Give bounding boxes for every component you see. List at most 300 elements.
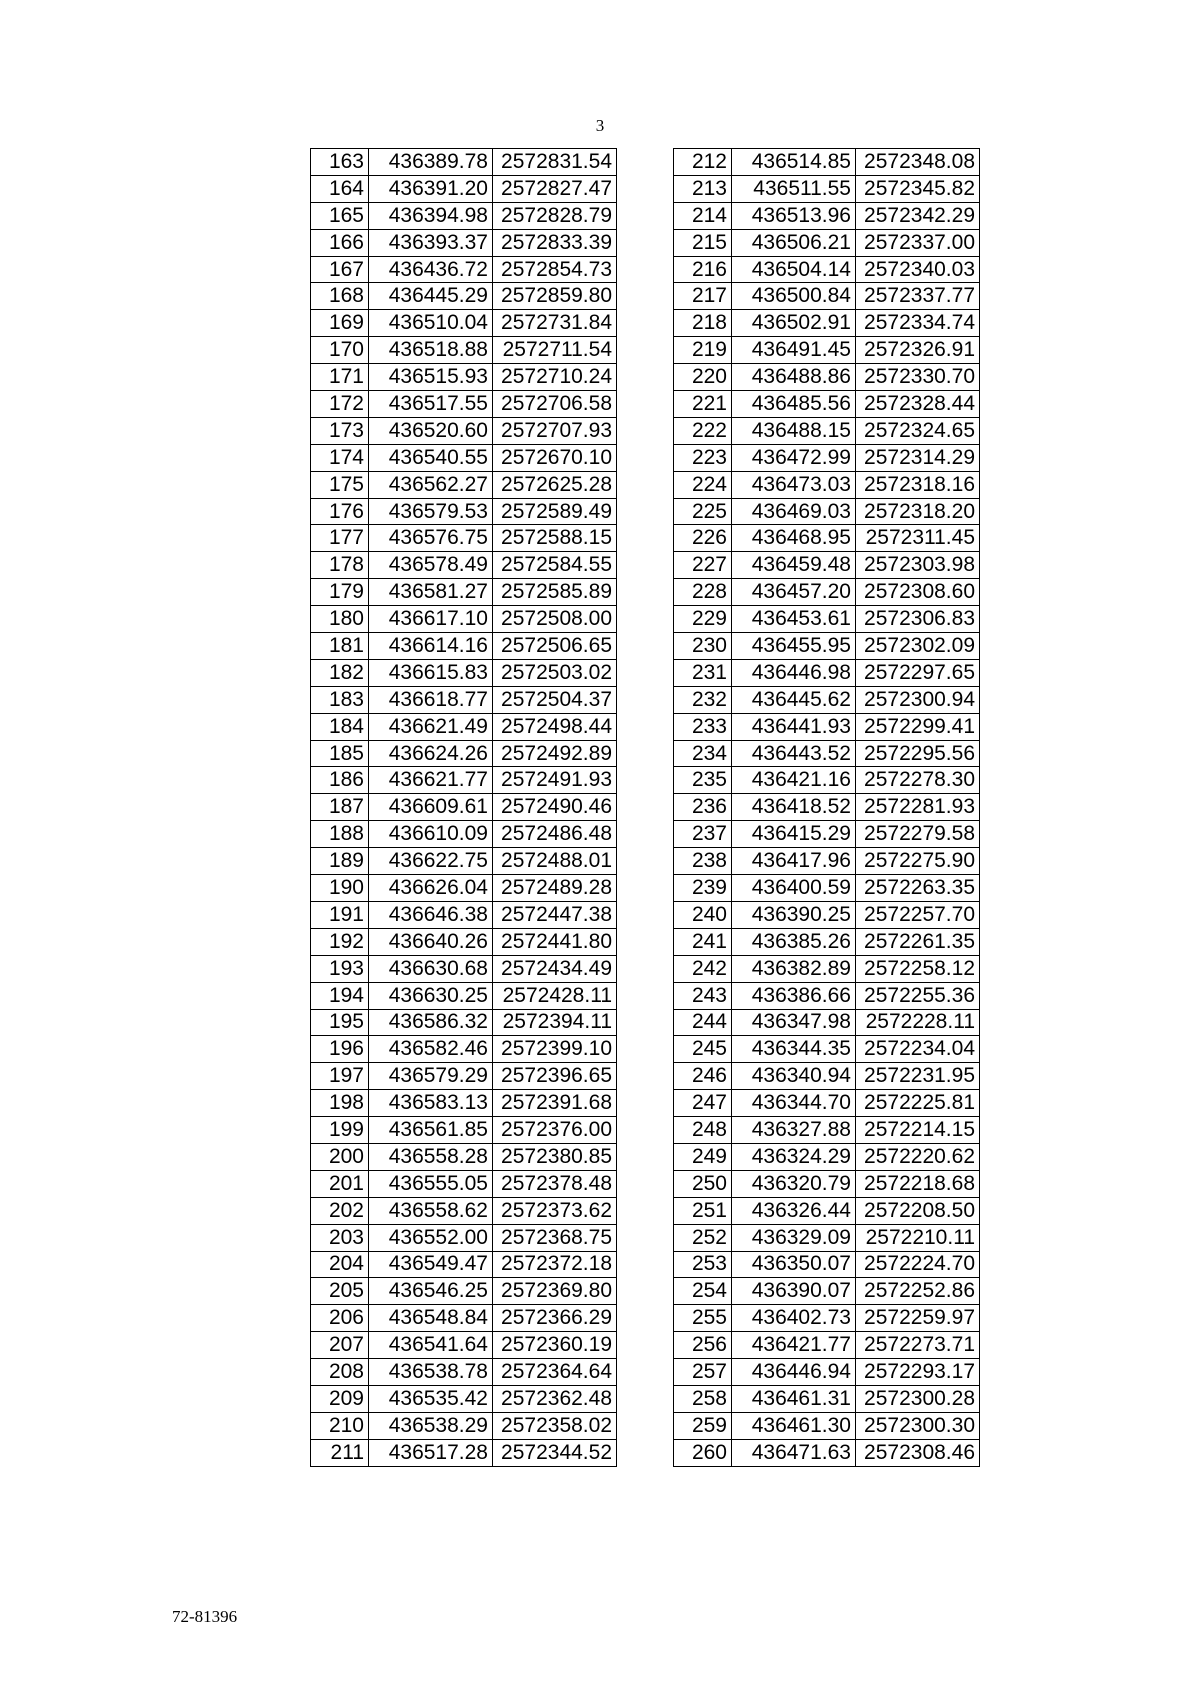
y-coordinate-cell: 2572373.62 — [493, 1197, 617, 1224]
x-coordinate-cell: 436485.56 — [732, 391, 856, 418]
point-number-cell: 236 — [674, 794, 732, 821]
x-coordinate-cell: 436506.21 — [732, 229, 856, 256]
point-number-cell: 202 — [311, 1197, 369, 1224]
x-coordinate-cell: 436382.89 — [732, 955, 856, 982]
table-row — [311, 364, 617, 391]
table-row — [311, 391, 617, 418]
y-coordinate-cell: 2572278.30 — [856, 767, 980, 794]
x-coordinate-cell: 436610.09 — [369, 821, 493, 848]
table-row — [311, 1412, 617, 1439]
y-coordinate-cell: 2572503.02 — [493, 659, 617, 686]
table-row — [674, 310, 980, 337]
table-row — [674, 767, 980, 794]
table-row — [311, 444, 617, 471]
x-coordinate-cell: 436445.29 — [369, 283, 493, 310]
x-coordinate-cell: 436320.79 — [732, 1170, 856, 1197]
point-number-cell: 240 — [674, 901, 732, 928]
y-coordinate-cell: 2572588.15 — [493, 525, 617, 552]
point-number-cell: 185 — [311, 740, 369, 767]
table-row — [674, 1009, 980, 1036]
x-coordinate-cell: 436626.04 — [369, 875, 493, 902]
point-number-cell: 195 — [311, 1009, 369, 1036]
y-coordinate-cell: 2572218.68 — [856, 1170, 980, 1197]
y-coordinate-cell: 2572342.29 — [856, 202, 980, 229]
page-number: 3 — [595, 116, 605, 135]
point-number-cell: 229 — [674, 606, 732, 633]
table-row — [311, 982, 617, 1009]
point-number-cell: 176 — [311, 498, 369, 525]
y-coordinate-cell: 2572344.52 — [493, 1439, 617, 1466]
table-row — [311, 1332, 617, 1359]
table-row — [674, 1143, 980, 1170]
y-coordinate-cell: 2572337.00 — [856, 229, 980, 256]
y-coordinate-cell: 2572300.28 — [856, 1385, 980, 1412]
point-number-cell: 174 — [311, 444, 369, 471]
y-coordinate-cell: 2572311.45 — [856, 525, 980, 552]
table-row — [311, 794, 617, 821]
y-coordinate-cell: 2572434.49 — [493, 955, 617, 982]
point-number-cell: 237 — [674, 821, 732, 848]
x-coordinate-cell: 436402.73 — [732, 1305, 856, 1332]
table-row — [674, 1063, 980, 1090]
table-row — [674, 1385, 980, 1412]
y-coordinate-cell: 2572394.11 — [493, 1009, 617, 1036]
y-coordinate-cell: 2572731.84 — [493, 310, 617, 337]
table-row — [674, 955, 980, 982]
point-number-cell: 186 — [311, 767, 369, 794]
table-row — [674, 525, 980, 552]
table-row — [311, 1251, 617, 1278]
x-coordinate-cell: 436468.95 — [732, 525, 856, 552]
table-row — [674, 1332, 980, 1359]
x-coordinate-cell: 436540.55 — [369, 444, 493, 471]
x-coordinate-cell: 436513.96 — [732, 202, 856, 229]
point-number-cell: 187 — [311, 794, 369, 821]
point-number-cell: 253 — [674, 1251, 732, 1278]
point-number-cell: 251 — [674, 1197, 732, 1224]
x-coordinate-cell: 436561.85 — [369, 1117, 493, 1144]
table-row — [311, 1439, 617, 1466]
table-row — [311, 471, 617, 498]
x-coordinate-cell: 436386.66 — [732, 982, 856, 1009]
y-coordinate-cell: 2572306.83 — [856, 606, 980, 633]
y-coordinate-cell: 2572827.47 — [493, 175, 617, 202]
table-row — [674, 1251, 980, 1278]
y-coordinate-cell: 2572358.02 — [493, 1412, 617, 1439]
x-coordinate-cell: 436417.96 — [732, 848, 856, 875]
table-row — [674, 659, 980, 686]
point-number-cell: 252 — [674, 1224, 732, 1251]
y-coordinate-cell: 2572210.11 — [856, 1224, 980, 1251]
x-coordinate-cell: 436488.86 — [732, 364, 856, 391]
y-coordinate-cell: 2572314.29 — [856, 444, 980, 471]
y-coordinate-cell: 2572833.39 — [493, 229, 617, 256]
x-coordinate-cell: 436614.16 — [369, 633, 493, 660]
table-row — [674, 498, 980, 525]
point-number-cell: 239 — [674, 875, 732, 902]
x-coordinate-cell: 436538.29 — [369, 1412, 493, 1439]
y-coordinate-cell: 2572380.85 — [493, 1143, 617, 1170]
x-coordinate-cell: 436453.61 — [732, 606, 856, 633]
y-coordinate-cell: 2572334.74 — [856, 310, 980, 337]
point-number-cell: 181 — [311, 633, 369, 660]
x-coordinate-cell: 436548.84 — [369, 1305, 493, 1332]
x-coordinate-cell: 436421.77 — [732, 1332, 856, 1359]
table-row — [311, 256, 617, 283]
point-number-cell: 227 — [674, 552, 732, 579]
table-row — [311, 1385, 617, 1412]
point-number-cell: 184 — [311, 713, 369, 740]
point-number-cell: 243 — [674, 982, 732, 1009]
x-coordinate-cell: 436471.63 — [732, 1439, 856, 1466]
point-number-cell: 203 — [311, 1224, 369, 1251]
point-number-cell: 183 — [311, 686, 369, 713]
y-coordinate-cell: 2572348.08 — [856, 149, 980, 176]
point-number-cell: 209 — [311, 1385, 369, 1412]
y-coordinate-cell: 2572208.50 — [856, 1197, 980, 1224]
y-coordinate-cell: 2572399.10 — [493, 1036, 617, 1063]
x-coordinate-cell: 436347.98 — [732, 1009, 856, 1036]
table-row — [311, 417, 617, 444]
y-coordinate-cell: 2572492.89 — [493, 740, 617, 767]
point-number-cell: 196 — [311, 1036, 369, 1063]
point-number-cell: 214 — [674, 202, 732, 229]
x-coordinate-cell: 436390.07 — [732, 1278, 856, 1305]
table-row — [311, 149, 617, 176]
table-row — [674, 1224, 980, 1251]
y-coordinate-cell: 2572220.62 — [856, 1143, 980, 1170]
point-number-cell: 192 — [311, 928, 369, 955]
point-number-cell: 168 — [311, 283, 369, 310]
document-code: 72-81396 — [172, 1607, 238, 1626]
y-coordinate-cell: 2572831.54 — [493, 149, 617, 176]
point-number-cell: 206 — [311, 1305, 369, 1332]
table-row — [674, 686, 980, 713]
point-number-cell: 200 — [311, 1143, 369, 1170]
y-coordinate-cell: 2572330.70 — [856, 364, 980, 391]
table-row — [311, 1090, 617, 1117]
point-number-cell: 204 — [311, 1251, 369, 1278]
y-coordinate-cell: 2572228.11 — [856, 1009, 980, 1036]
y-coordinate-cell: 2572364.64 — [493, 1359, 617, 1386]
point-number-cell: 231 — [674, 659, 732, 686]
table-row — [674, 1278, 980, 1305]
point-number-cell: 191 — [311, 901, 369, 928]
point-number-cell: 241 — [674, 928, 732, 955]
x-coordinate-cell: 436549.47 — [369, 1251, 493, 1278]
y-coordinate-cell: 2572504.37 — [493, 686, 617, 713]
table-row — [311, 875, 617, 902]
table-row — [311, 713, 617, 740]
point-number-cell: 246 — [674, 1063, 732, 1090]
table-row — [674, 417, 980, 444]
y-coordinate-cell: 2572303.98 — [856, 552, 980, 579]
y-coordinate-cell: 2572224.70 — [856, 1251, 980, 1278]
y-coordinate-cell: 2572584.55 — [493, 552, 617, 579]
point-number-cell: 197 — [311, 1063, 369, 1090]
x-coordinate-cell: 436517.55 — [369, 391, 493, 418]
point-number-cell: 247 — [674, 1090, 732, 1117]
table-row — [311, 1036, 617, 1063]
point-number-cell: 179 — [311, 579, 369, 606]
x-coordinate-cell: 436457.20 — [732, 579, 856, 606]
point-number-cell: 205 — [311, 1278, 369, 1305]
table-row — [311, 1359, 617, 1386]
x-coordinate-cell: 436459.48 — [732, 552, 856, 579]
y-coordinate-cell: 2572302.09 — [856, 633, 980, 660]
x-coordinate-cell: 436562.27 — [369, 471, 493, 498]
x-coordinate-cell: 436609.61 — [369, 794, 493, 821]
point-number-cell: 245 — [674, 1036, 732, 1063]
point-number-cell: 177 — [311, 525, 369, 552]
x-coordinate-cell: 436617.10 — [369, 606, 493, 633]
x-coordinate-cell: 436393.37 — [369, 229, 493, 256]
table-row — [311, 767, 617, 794]
table-row — [674, 1036, 980, 1063]
point-number-cell: 188 — [311, 821, 369, 848]
y-coordinate-cell: 2572300.30 — [856, 1412, 980, 1439]
point-number-cell: 250 — [674, 1170, 732, 1197]
table-row — [674, 848, 980, 875]
point-number-cell: 244 — [674, 1009, 732, 1036]
point-number-cell: 254 — [674, 1278, 732, 1305]
y-coordinate-cell: 2572589.49 — [493, 498, 617, 525]
y-coordinate-cell: 2572486.48 — [493, 821, 617, 848]
table-row — [674, 606, 980, 633]
table-row — [311, 633, 617, 660]
y-coordinate-cell: 2572711.54 — [493, 337, 617, 364]
x-coordinate-cell: 436504.14 — [732, 256, 856, 283]
y-coordinate-cell: 2572378.48 — [493, 1170, 617, 1197]
y-coordinate-cell: 2572340.03 — [856, 256, 980, 283]
y-coordinate-cell: 2572225.81 — [856, 1090, 980, 1117]
x-coordinate-cell: 436630.25 — [369, 982, 493, 1009]
x-coordinate-cell: 436583.13 — [369, 1090, 493, 1117]
table-row — [674, 337, 980, 364]
table-row — [674, 928, 980, 955]
y-coordinate-cell: 2572281.93 — [856, 794, 980, 821]
x-coordinate-cell: 436472.99 — [732, 444, 856, 471]
x-coordinate-cell: 436517.28 — [369, 1439, 493, 1466]
x-coordinate-cell: 436546.25 — [369, 1278, 493, 1305]
x-coordinate-cell: 436514.85 — [732, 149, 856, 176]
point-number-cell: 218 — [674, 310, 732, 337]
x-coordinate-cell: 436582.46 — [369, 1036, 493, 1063]
table-row — [674, 982, 980, 1009]
x-coordinate-cell: 436621.77 — [369, 767, 493, 794]
x-coordinate-cell: 436510.04 — [369, 310, 493, 337]
y-coordinate-cell: 2572498.44 — [493, 713, 617, 740]
y-coordinate-cell: 2572326.91 — [856, 337, 980, 364]
y-coordinate-cell: 2572369.80 — [493, 1278, 617, 1305]
x-coordinate-cell: 436615.83 — [369, 659, 493, 686]
table-row — [674, 633, 980, 660]
y-coordinate-cell: 2572299.41 — [856, 713, 980, 740]
y-coordinate-cell: 2572297.65 — [856, 659, 980, 686]
table-row — [311, 848, 617, 875]
x-coordinate-cell: 436488.15 — [732, 417, 856, 444]
point-number-cell: 175 — [311, 471, 369, 498]
table-row — [311, 283, 617, 310]
point-number-cell: 180 — [311, 606, 369, 633]
x-coordinate-cell: 436445.62 — [732, 686, 856, 713]
point-number-cell: 169 — [311, 310, 369, 337]
x-coordinate-cell: 436446.98 — [732, 659, 856, 686]
x-coordinate-cell: 436461.30 — [732, 1412, 856, 1439]
y-coordinate-cell: 2572234.04 — [856, 1036, 980, 1063]
y-coordinate-cell: 2572324.65 — [856, 417, 980, 444]
x-coordinate-cell: 436646.38 — [369, 901, 493, 928]
table-row — [674, 202, 980, 229]
x-coordinate-cell: 436586.32 — [369, 1009, 493, 1036]
table-row — [311, 821, 617, 848]
coordinates-table-left — [310, 148, 617, 1467]
y-coordinate-cell: 2572670.10 — [493, 444, 617, 471]
table-row — [674, 1117, 980, 1144]
x-coordinate-cell: 436415.29 — [732, 821, 856, 848]
y-coordinate-cell: 2572255.36 — [856, 982, 980, 1009]
table-row — [674, 1170, 980, 1197]
x-coordinate-cell: 436520.60 — [369, 417, 493, 444]
point-number-cell: 182 — [311, 659, 369, 686]
x-coordinate-cell: 436436.72 — [369, 256, 493, 283]
table-row — [674, 1305, 980, 1332]
point-number-cell: 208 — [311, 1359, 369, 1386]
table-row — [674, 229, 980, 256]
point-number-cell: 255 — [674, 1305, 732, 1332]
x-coordinate-cell: 436350.07 — [732, 1251, 856, 1278]
y-coordinate-cell: 2572318.16 — [856, 471, 980, 498]
table-row — [311, 1224, 617, 1251]
point-number-cell: 194 — [311, 982, 369, 1009]
table-row — [674, 256, 980, 283]
y-coordinate-cell: 2572506.65 — [493, 633, 617, 660]
x-coordinate-cell: 436421.16 — [732, 767, 856, 794]
table-row — [674, 821, 980, 848]
table-row — [311, 1009, 617, 1036]
x-coordinate-cell: 436640.26 — [369, 928, 493, 955]
point-number-cell: 198 — [311, 1090, 369, 1117]
x-coordinate-cell: 436326.44 — [732, 1197, 856, 1224]
point-number-cell: 213 — [674, 175, 732, 202]
x-coordinate-cell: 436418.52 — [732, 794, 856, 821]
y-coordinate-cell: 2572308.60 — [856, 579, 980, 606]
x-coordinate-cell: 436473.03 — [732, 471, 856, 498]
y-coordinate-cell: 2572447.38 — [493, 901, 617, 928]
point-number-cell: 210 — [311, 1412, 369, 1439]
y-coordinate-cell: 2572625.28 — [493, 471, 617, 498]
table-row — [674, 391, 980, 418]
x-coordinate-cell: 436552.00 — [369, 1224, 493, 1251]
y-coordinate-cell: 2572508.00 — [493, 606, 617, 633]
x-coordinate-cell: 436390.25 — [732, 901, 856, 928]
y-coordinate-cell: 2572258.12 — [856, 955, 980, 982]
y-coordinate-cell: 2572214.15 — [856, 1117, 980, 1144]
point-number-cell: 163 — [311, 149, 369, 176]
table-row — [311, 901, 617, 928]
table-row — [311, 1063, 617, 1090]
point-number-cell: 211 — [311, 1439, 369, 1466]
y-coordinate-cell: 2572295.56 — [856, 740, 980, 767]
point-number-cell: 228 — [674, 579, 732, 606]
table-row — [674, 1359, 980, 1386]
table-row — [311, 552, 617, 579]
table-row — [311, 928, 617, 955]
table-row — [674, 1090, 980, 1117]
y-coordinate-cell: 2572279.58 — [856, 821, 980, 848]
x-coordinate-cell: 436400.59 — [732, 875, 856, 902]
y-coordinate-cell: 2572368.75 — [493, 1224, 617, 1251]
y-coordinate-cell: 2572273.71 — [856, 1332, 980, 1359]
x-coordinate-cell: 436558.62 — [369, 1197, 493, 1224]
point-number-cell: 226 — [674, 525, 732, 552]
table-row — [311, 1143, 617, 1170]
point-number-cell: 258 — [674, 1385, 732, 1412]
x-coordinate-cell: 436581.27 — [369, 579, 493, 606]
table-row — [311, 1117, 617, 1144]
point-number-cell: 201 — [311, 1170, 369, 1197]
point-number-cell: 217 — [674, 283, 732, 310]
point-number-cell: 216 — [674, 256, 732, 283]
point-number-cell: 207 — [311, 1332, 369, 1359]
table-row — [311, 1278, 617, 1305]
point-number-cell: 189 — [311, 848, 369, 875]
x-coordinate-cell: 436579.53 — [369, 498, 493, 525]
point-number-cell: 164 — [311, 175, 369, 202]
y-coordinate-cell: 2572489.28 — [493, 875, 617, 902]
point-number-cell: 257 — [674, 1359, 732, 1386]
x-coordinate-cell: 436624.26 — [369, 740, 493, 767]
point-number-cell: 232 — [674, 686, 732, 713]
x-coordinate-cell: 436541.64 — [369, 1332, 493, 1359]
y-coordinate-cell: 2572859.80 — [493, 283, 617, 310]
x-coordinate-cell: 436500.84 — [732, 283, 856, 310]
point-number-cell: 230 — [674, 633, 732, 660]
point-number-cell: 238 — [674, 848, 732, 875]
point-number-cell: 220 — [674, 364, 732, 391]
point-number-cell: 212 — [674, 149, 732, 176]
point-number-cell: 242 — [674, 955, 732, 982]
y-coordinate-cell: 2572308.46 — [856, 1439, 980, 1466]
table-row — [311, 659, 617, 686]
table-row — [311, 310, 617, 337]
x-coordinate-cell: 436385.26 — [732, 928, 856, 955]
x-coordinate-cell: 436558.28 — [369, 1143, 493, 1170]
table-row — [311, 955, 617, 982]
coordinates-table-right — [673, 148, 980, 1467]
y-coordinate-cell: 2572428.11 — [493, 982, 617, 1009]
y-coordinate-cell: 2572337.77 — [856, 283, 980, 310]
point-number-cell: 249 — [674, 1143, 732, 1170]
y-coordinate-cell: 2572366.29 — [493, 1305, 617, 1332]
point-number-cell: 171 — [311, 364, 369, 391]
y-coordinate-cell: 2572490.46 — [493, 794, 617, 821]
point-number-cell: 260 — [674, 1439, 732, 1466]
y-coordinate-cell: 2572300.94 — [856, 686, 980, 713]
x-coordinate-cell: 436578.49 — [369, 552, 493, 579]
point-number-cell: 256 — [674, 1332, 732, 1359]
point-number-cell: 221 — [674, 391, 732, 418]
table-row — [674, 713, 980, 740]
x-coordinate-cell: 436394.98 — [369, 202, 493, 229]
y-coordinate-cell: 2572360.19 — [493, 1332, 617, 1359]
y-coordinate-cell: 2572854.73 — [493, 256, 617, 283]
table-row — [311, 525, 617, 552]
y-coordinate-cell: 2572259.97 — [856, 1305, 980, 1332]
x-coordinate-cell: 436344.35 — [732, 1036, 856, 1063]
table-row — [311, 229, 617, 256]
x-coordinate-cell: 436491.45 — [732, 337, 856, 364]
